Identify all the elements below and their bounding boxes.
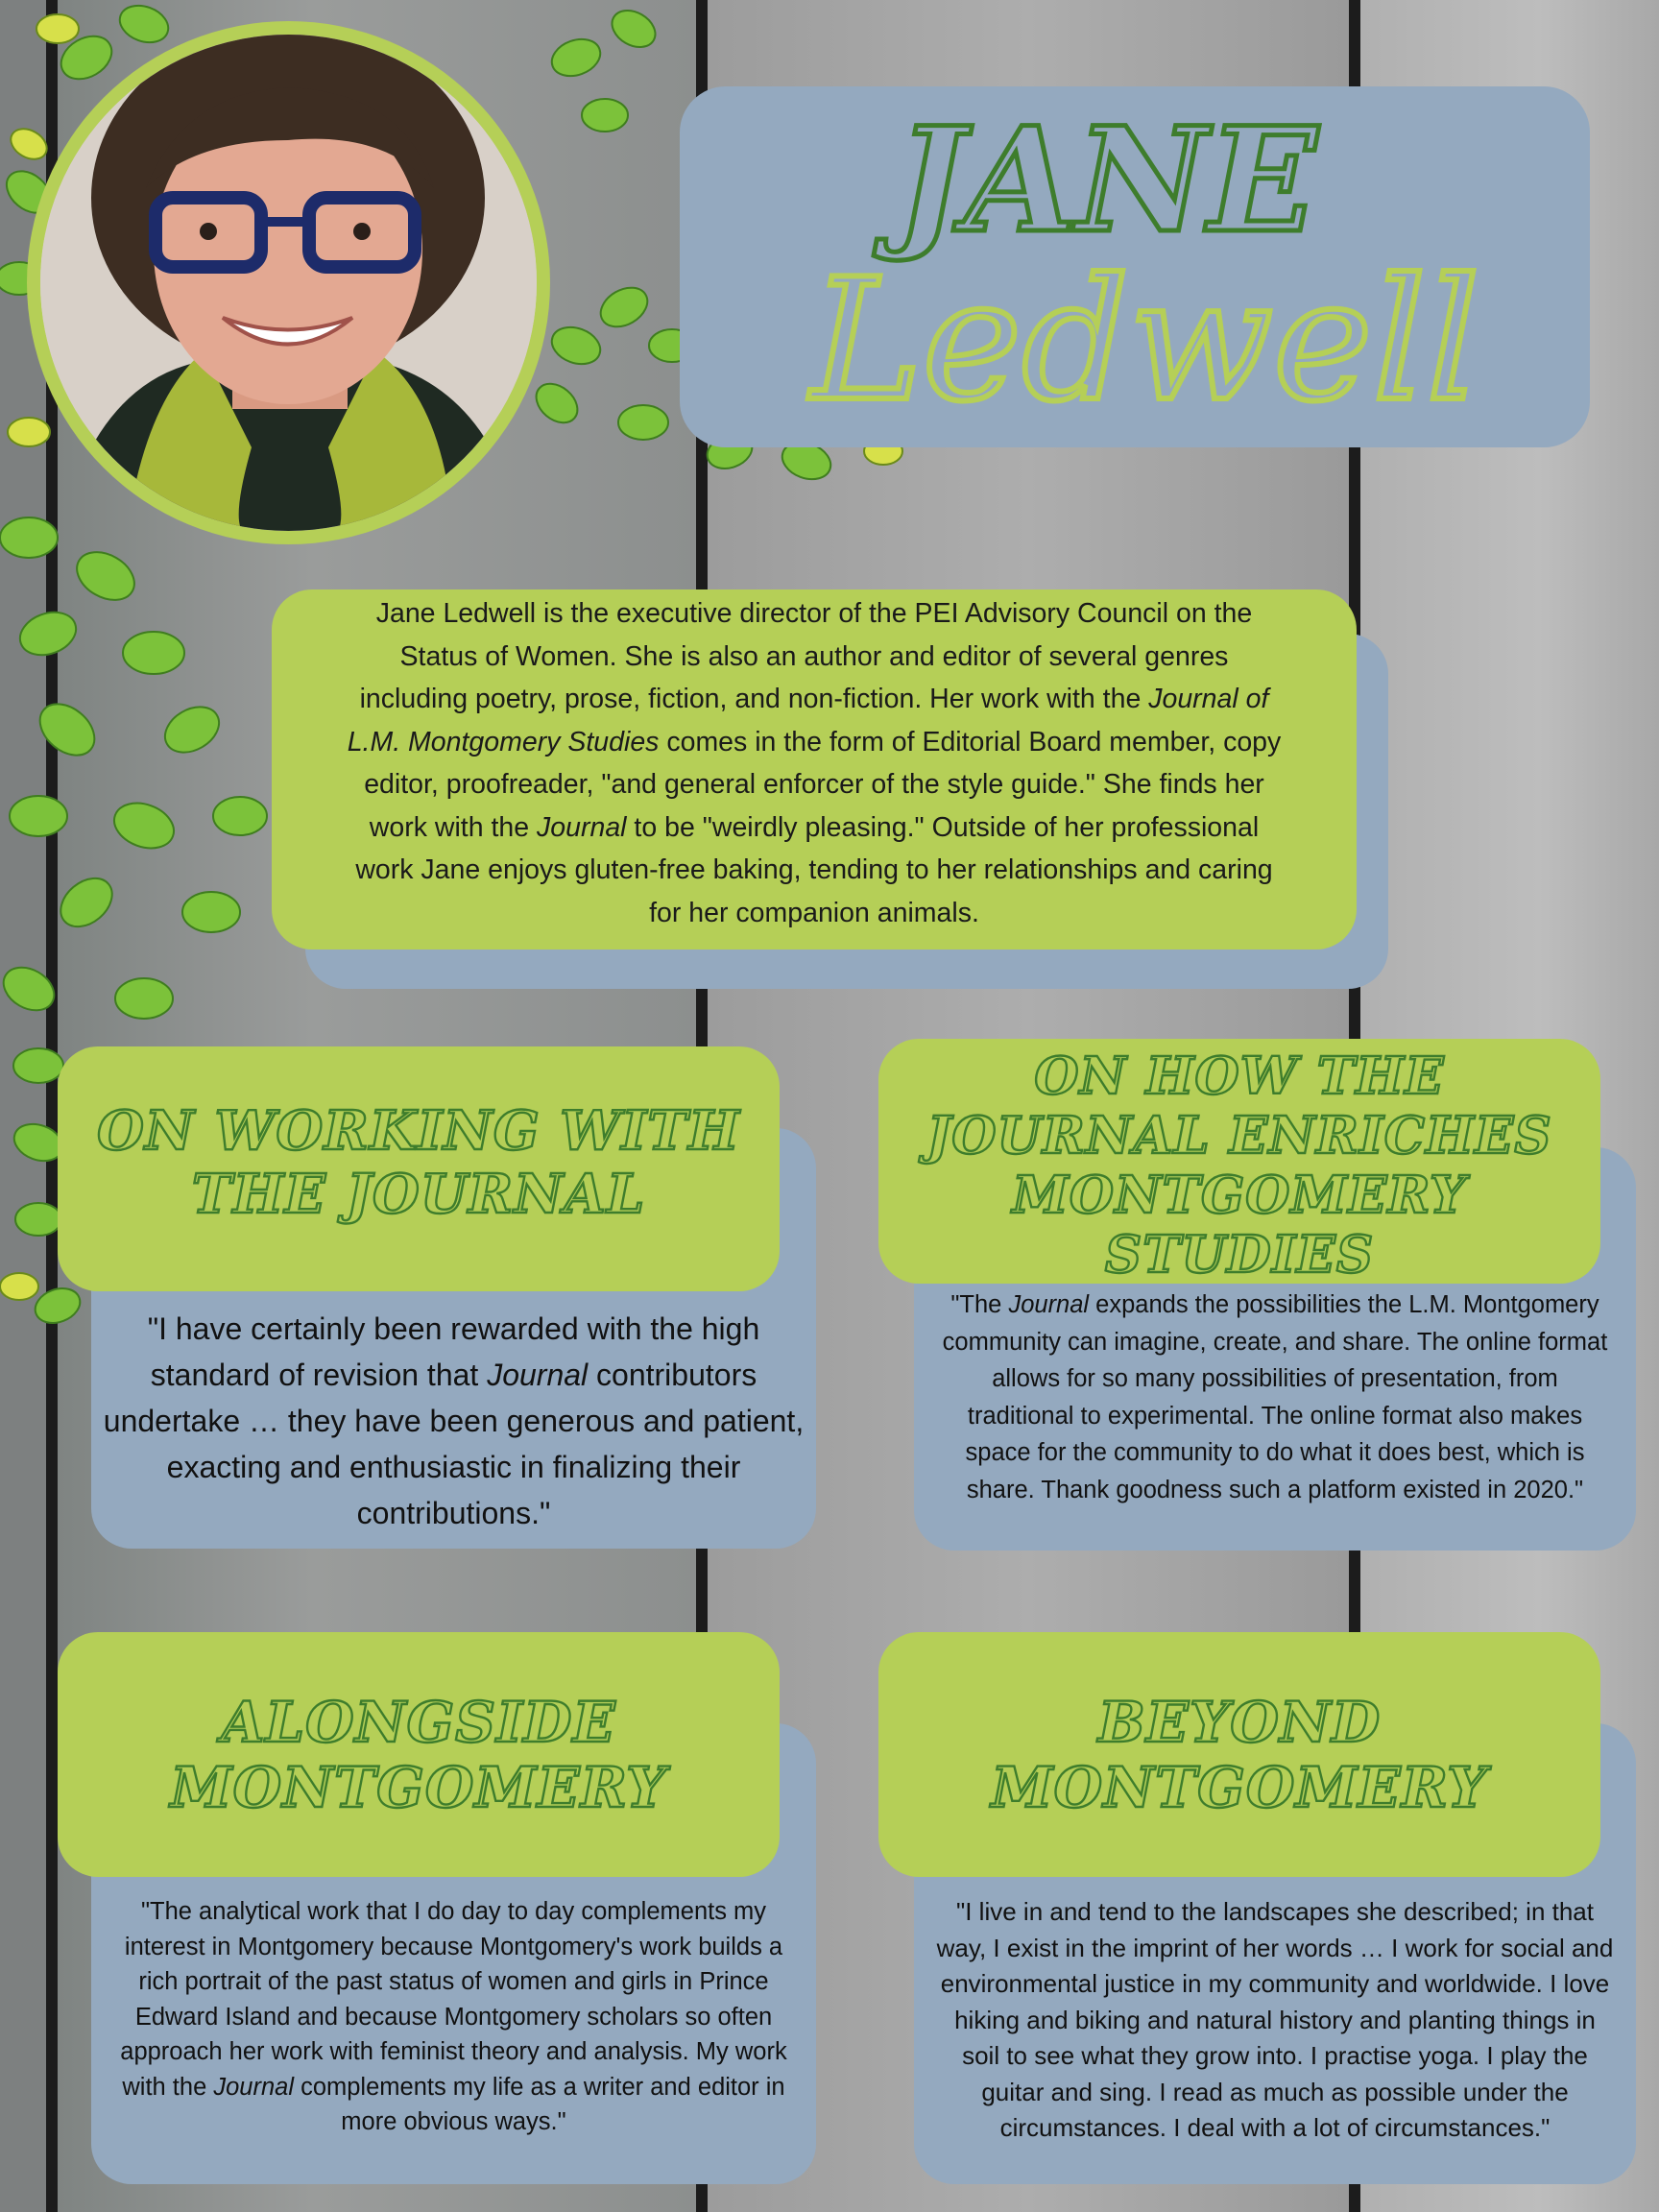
working-heading: ON WORKING WITH THE JOURNAL	[97, 1099, 740, 1226]
alongside-heading-box	[58, 1632, 780, 1877]
portrait-photo	[40, 35, 537, 531]
bio-line: for her companion animals.	[649, 897, 979, 928]
beyond-heading-box	[878, 1632, 1600, 1877]
beyond-quote: "I live in and tend to the landscapes she described; in that way, I exist in the imprint of her words … I work for social and environmental justice in my community and worldwide. I love hiking and biking and natural history and planting things in soil to see what they grow into. I practise yoga. I play the guitar and sing. I read as much as possible under the circumstances. I deal with a lot of circumstances."	[936, 1897, 1614, 2142]
title-last-name: Ledwell	[810, 244, 1480, 439]
title-box	[680, 86, 1590, 447]
enriches-heading: ON HOW THE JOURNAL ENRICHES MONTGOMERY STUDIES	[926, 1046, 1552, 1285]
bio-box	[272, 589, 1357, 950]
bio-line: editor, proofreader, "and general enforcer of the style guide." She finds her	[364, 769, 1264, 800]
beyond-heading: BEYOND MONTGOMERY	[991, 1690, 1488, 1820]
bio-text	[272, 589, 1357, 934]
bio-line: Status of Women. She is also an author and editor of several genres	[399, 640, 1229, 672]
bio-line: work with the Journal to be "weirdly pleasing." Outside of her professional	[369, 811, 1260, 843]
enriches-quote: "The Journal expands the possibilities the L.M. Montgomery community can imagine, create, and share. The online format allows for so many possibilities of presentation, from traditional to experimental. The online format also makes space for the community to do what it does best, which is share. Thank goodness such a platform existed in 2020."	[942, 1291, 1608, 1503]
alongside-quote: "The analytical work that I do day to day complements my interest in Montgomery because Montgomery's work builds a rich portrait of the past status of women and girls in Prince Edward Island and because Montgomery scholars so often approach her work with feminist theory and analysis. My work with the Journal complements my life as a writer and editor in more obvious ways."	[120, 1898, 787, 2135]
bio-line: including poetry, prose, fiction, and non-fiction. Her work with the Journal of	[359, 684, 1269, 714]
bio-line: Jane Ledwell is the executive director of the PEI Advisory Council on the	[375, 598, 1253, 629]
title-first-name: JANE	[896, 96, 1318, 265]
working-quote: "I have certainly been rewarded with the high standard of revision that Journal contributors undertake … they have been generous and patient, exacting and enthusiastic in finalizing their contributions."	[103, 1311, 805, 1530]
enriches-heading-box	[878, 1039, 1600, 1284]
working-heading-box	[58, 1046, 780, 1291]
alongside-heading: ALONGSIDE MONTGOMERY	[170, 1690, 667, 1820]
bio-line: work Jane enjoys gluten-free baking, tending to her relationships and caring	[355, 854, 1273, 885]
bio-line: L.M. Montgomery Studies comes in the form of Editorial Board member, copy	[347, 726, 1282, 757]
